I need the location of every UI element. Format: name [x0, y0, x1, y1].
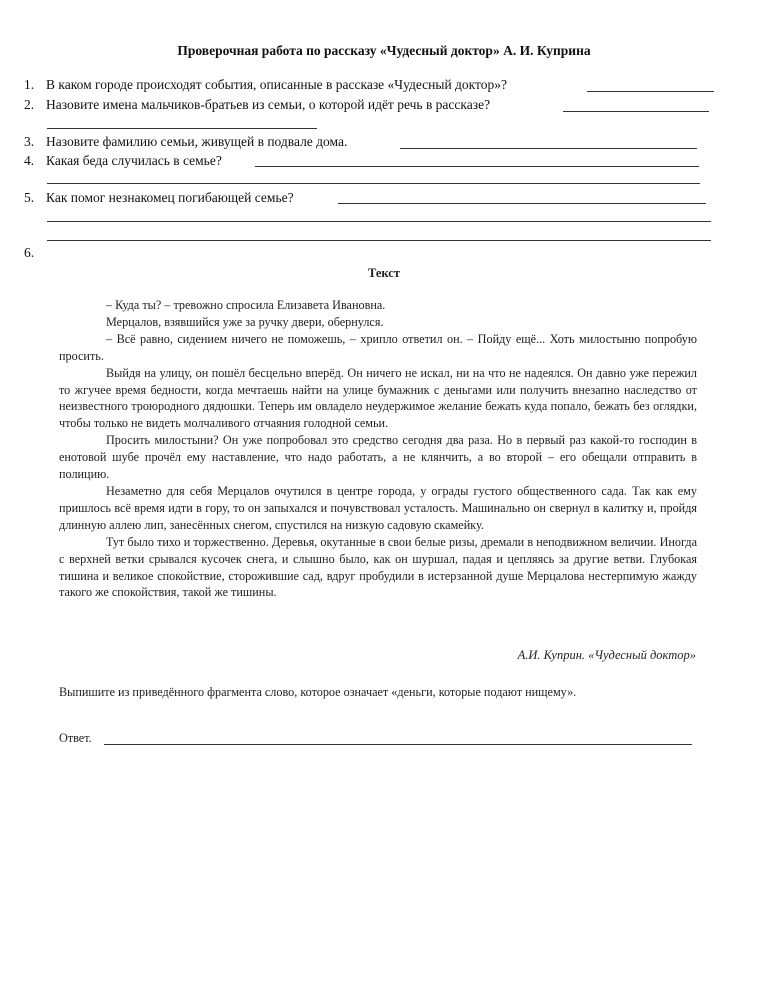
task-prompt: Выпишите из приведённого фрагмента слово, которое означает «деньги, которые подают нищему». [59, 685, 577, 699]
passage-paragraph: Просить милостыни? Он уже попробовал это средство сегодня два раза. Но в первый раз какой-то господин в енотовой шубе прочёл ему наставление, что надо работать, а не клянчить, а во второй – его обещали отправить в полицию. [59, 433, 697, 482]
passage-paragraph: Мерцалов, взявшийся уже за ручку двери, обернулся. [106, 314, 384, 329]
question-text: Назовите фамилию семьи, живущей в подвале дома. [46, 134, 348, 149]
question-text: Какая беда случилась в семье? [46, 153, 222, 168]
answer-line-4a[interactable] [255, 166, 699, 167]
question-number: 3. [24, 134, 35, 149]
question-text: Как помог незнакомец погибающей семье? [46, 190, 294, 205]
worksheet-title: Проверочная работа по рассказу «Чудесный доктор» А. И. Куприна [177, 43, 591, 58]
text-heading: Текст [368, 266, 400, 280]
answer-line-3[interactable] [400, 148, 697, 149]
passage-paragraph: Незаметно для себя Мерцалов очутился в центре города, у ограды густого общественного сада. Так как ему пришлось всё время идти в гору, то он запыхался и почувствовал усталость. Машинально он свернул в калитку и, пройдя длинную аллею лип, занесённых снегом, спустился на низкую садовую скамейку. [59, 483, 697, 532]
answer-label: Ответ. [59, 731, 92, 745]
answer-line-5b[interactable] [47, 221, 711, 222]
passage-paragraph: – Куда ты? – тревожно спросила Елизавета Ивановна. [106, 298, 386, 312]
question-text: В каком городе происходят события, описанные в рассказе «Чудесный доктор»? [46, 77, 508, 92]
answer-line-5c[interactable] [47, 240, 711, 241]
answer-line-4b[interactable] [47, 183, 700, 184]
passage-paragraph: Выйдя на улицу, он пошёл бесцельно вперёд. Он ничего не искал, ни на что не надеялся. Он давно уже пережил то жгучее время бедности, когда мечтаешь найти на улице бумажник с деньгами или получить внезапно наследство от неизвестного троюродного дядюшки. Теперь им овладело неудержимое желание бежать куда попало, бежать без оглядки, чтобы только не видеть молчаливого отчаяния голодной семьи. [59, 365, 697, 431]
question-number: 6. [24, 245, 35, 260]
passage-paragraph: – Всё равно, сидением ничего не поможешь, – хрипло ответил он. – Пойду ещё... Хоть милостыню попробую просить. [59, 331, 697, 363]
question-number: 1. [24, 77, 35, 92]
question-text: Назовите имена мальчиков-братьев из семьи, о которой идёт речь в рассказе? [46, 97, 491, 112]
answer-line-6[interactable] [104, 744, 692, 745]
answer-line-2b[interactable] [47, 128, 317, 129]
question-number: 5. [24, 190, 35, 205]
answer-row [59, 731, 92, 746]
text-source: А.И. Куприн. «Чудесный доктор» [517, 648, 696, 662]
answer-line-1[interactable] [587, 91, 714, 92]
question-number: 4. [24, 153, 35, 168]
passage-paragraph: Тут было тихо и торжественно. Деревья, окутанные в свои белые ризы, дремали в неподвижном величии. Иногда с верхней ветки срывался кусочек снега, и слышно было, как он шуршал, падая и цепляясь за другие ветви. Глубокая тишина и великое спокойствие, сторожившие сад, вдруг пробудили в истерзанной душе Мерцалова нестерпимую жажду такого же спокойствия, такой же тишины. [59, 534, 697, 600]
answer-line-5a[interactable] [338, 203, 706, 204]
answer-line-2a[interactable] [563, 111, 709, 112]
question-number: 2. [24, 97, 35, 112]
text-passage [59, 297, 697, 601]
